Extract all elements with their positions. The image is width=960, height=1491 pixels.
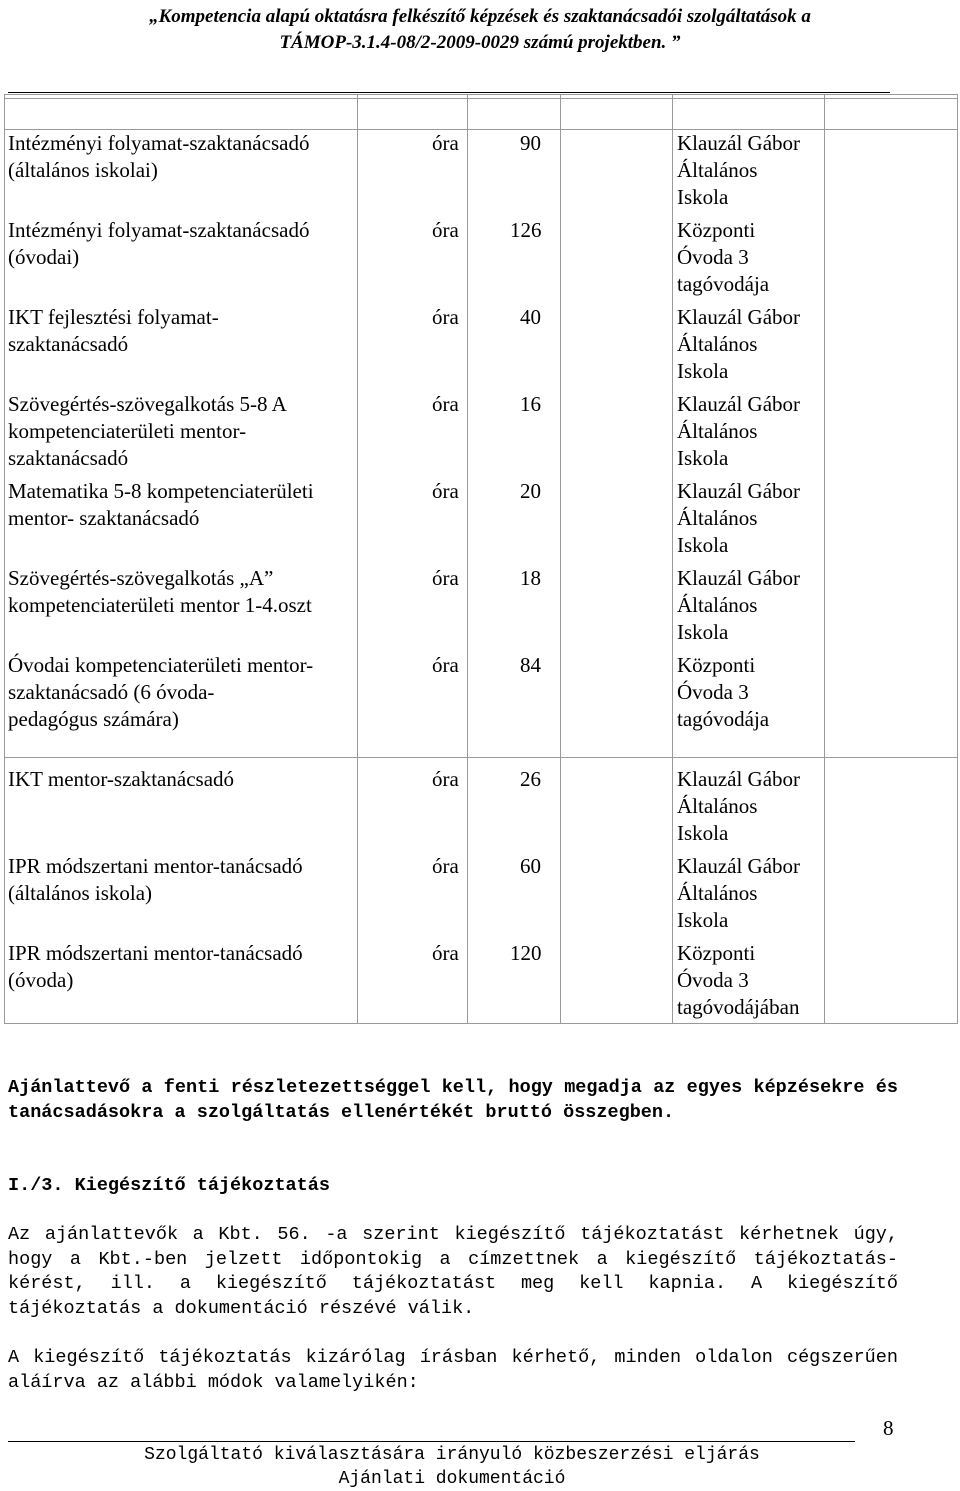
service-name: IPR módszertani mentor-tanácsadó (általános iskola) [8,854,303,905]
paragraph-written-request: A kiegészítő tájékoztatás kizárólag írásban kérhető, minden oldalon cégszerűen aláírva az alábbi módok valamelyikén: [8,1347,898,1393]
hours-value: 16 [520,392,541,416]
pricing-notice: Ajánlattevő a fenti részletezettséggel kell, hogy megadja az egyes képzésekre és tanácsadásokra a szolgáltatás ellenértékét bruttó összegben. [8,1077,898,1123]
unit-label: óra [432,653,459,677]
service-name: IKT mentor-szaktanácsadó [8,767,235,791]
location-value: Központi Óvoda 3 tagóvodája [677,218,770,296]
footer-rule [8,1441,855,1442]
hours-value: 120 [510,941,542,965]
service-name: Szövegértés-szövegalkotás 5-8 A kompetenciaterületi mentor- szaktanácsadó [8,392,287,470]
unit-label: óra [432,218,459,242]
document-header [0,4,960,56]
service-name: Óvodai kompetenciaterületi mentor- szaktanácsadó (6 óvoda- pedagógus számára) [8,653,314,731]
service-name: IKT fejlesztési folyamat- szaktanácsadó [8,305,219,356]
location-value: Klauzál Gábor Általános Iskola [677,854,801,932]
unit-label: óra [432,479,459,503]
footer-line-2: Ajánlati dokumentáció [338,1469,566,1489]
service-name: IPR módszertani mentor-tanácsadó (óvoda) [8,941,303,992]
hours-value: 40 [520,305,541,329]
footer-line-1: Szolgáltató kiválasztására irányuló közbeszerzési eljárás [144,1445,760,1465]
service-name: Intézményi folyamat-szaktanácsadó (általános iskolai) [8,131,310,182]
hours-value: 18 [520,566,541,590]
document-footer [0,1443,904,1491]
service-name: Intézményi folyamat-szaktanácsadó (óvodai) [8,218,310,269]
hours-value: 60 [520,854,541,878]
hours-value: 26 [520,767,541,791]
unit-label: óra [432,854,459,878]
section-title: Kiegészítő tájékoztatás [74,1175,330,1196]
header-rule [8,92,890,93]
location-value: Klauzál Gábor Általános Iskola [677,131,801,209]
location-value: Központi Óvoda 3 tagóvodájában [677,941,800,1019]
unit-label: óra [432,767,459,791]
page-number: 8 [883,1416,894,1440]
unit-label: óra [432,566,459,590]
services-table [4,94,958,1024]
hours-value: 126 [510,218,542,242]
location-value: Klauzál Gábor Általános Iskola [677,566,801,644]
unit-label: óra [432,941,459,965]
location-value: Klauzál Gábor Általános Iskola [677,392,801,470]
section-number: I./3. [8,1175,64,1196]
header-line-2: TÁMOP-3.1.4-08/2-2009-0029 számú projektben. ” [279,32,681,53]
hours-value: 84 [520,653,541,677]
service-name: Matematika 5-8 kompetenciaterületi mentor- szaktanácsadó [8,479,314,530]
paragraph-supplementary-info: Az ajánlattevők a Kbt. 56. -a szerint kiegészítő tájékoztatást kérhetnek úgy, hogy a Kbt.-ben jelzett időpontokig a címzettnek a kiegészítő tájékoztatás-kérést, ill. a kiegészítő tájékoztatást meg kell kapnia. A kiegészítő tájékoztatás a dokumentáció részévé válik. [8,1224,898,1319]
header-line-1: „Kompetencia alapú oktatásra felkészítő képzések és szaktanácsadói szolgáltatások a [149,6,811,27]
location-value: Klauzál Gábor Általános Iskola [677,305,801,383]
location-value: Központi Óvoda 3 tagóvodája [677,653,770,731]
unit-label: óra [432,131,459,155]
hours-value: 20 [520,479,541,503]
location-value: Klauzál Gábor Általános Iskola [677,479,801,557]
hours-value: 90 [520,131,541,155]
unit-label: óra [432,305,459,329]
unit-label: óra [432,392,459,416]
location-value: Klauzál Gábor Általános Iskola [677,767,801,845]
section-heading [8,1174,898,1199]
service-name: Szövegértés-szövegalkotás „A” kompetenciaterületi mentor 1-4.oszt [8,566,312,617]
